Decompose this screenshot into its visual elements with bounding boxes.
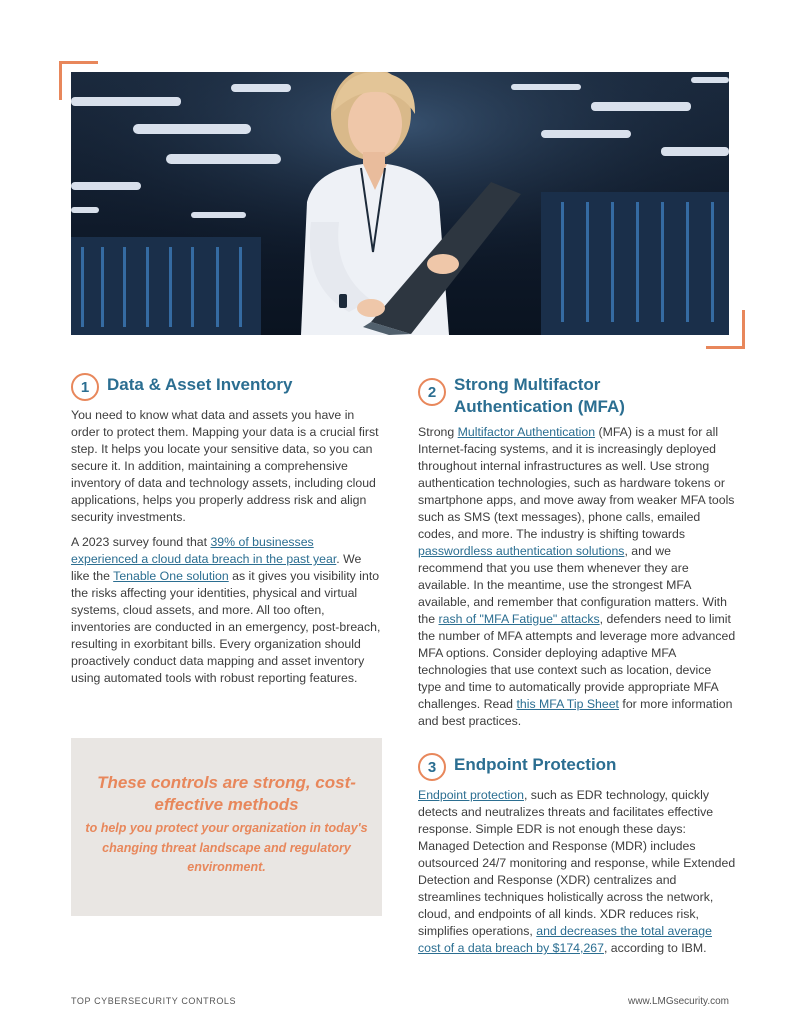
survey-link[interactable]: 39% of businesses experienced a cloud data breach in the past year bbox=[71, 535, 337, 566]
mfa-link[interactable]: Multifactor Authentication bbox=[457, 425, 596, 439]
section-title: Strong Multifactor Authentication (MFA) bbox=[454, 375, 625, 416]
footer-title: TOP CYBERSECURITY CONTROLS bbox=[71, 996, 237, 1006]
section-paragraph: You need to know what data and assets you have in order to protect them. Mapping your data is a crucial first step. It helps you locate your sensitive data, so you can secure it. In addition, maintaining a comprehensive inventory of data and technology assets, including cloud applications, helps you properly address risk and align security investments. bbox=[71, 408, 379, 524]
section-endpoint-protection bbox=[418, 752, 736, 957]
callout-headline: These controls are strong, cost-effective methods bbox=[97, 773, 356, 814]
section-heading bbox=[71, 372, 383, 401]
section-paragraph bbox=[418, 787, 736, 957]
section-paragraph bbox=[418, 424, 736, 730]
hero-photo-illustration bbox=[71, 72, 729, 335]
mfa-fatigue-link[interactable]: rash of "MFA Fatigue" attacks bbox=[438, 612, 600, 626]
text-run: for more information and best practices. bbox=[418, 697, 733, 728]
section-number-badge: 2 bbox=[418, 378, 446, 406]
endpoint-protection-link[interactable]: Endpoint protection bbox=[418, 788, 524, 802]
section-data-asset-inventory bbox=[71, 372, 383, 687]
text-run: A 2023 survey found that bbox=[71, 535, 211, 549]
tenable-one-link[interactable]: Tenable One solution bbox=[113, 569, 229, 583]
hero-photo bbox=[71, 72, 729, 335]
text-run: , and we recommend that you use them whenever they are available. In the meantime, use the strongest MFA available, and remember that configuration matters. With the bbox=[418, 544, 727, 626]
passwordless-link[interactable]: passwordless authentication solutions bbox=[418, 544, 625, 558]
text-run: , defenders need to limit the number of MFA attempts and leverage more advanced MFA options. Consider deploying adaptive MFA technologies that use context such as location, device type and time to automatically provide appropriate MFA challenges. Read bbox=[418, 612, 736, 711]
text-run: as it gives you visibility into the risks affecting your identities, physical and virtual systems, cloud assets, and more. All too often, inventories are conducted in an emergency, post-breach, resulting in exorbitant bills. Every organization should proactively conduct data mapping and asset inventory using automated tools with robust reporting features. bbox=[71, 569, 381, 685]
footer-website-link[interactable]: www.LMGsecurity.com bbox=[628, 996, 729, 1007]
section-number-badge: 1 bbox=[71, 373, 99, 401]
section-mfa bbox=[418, 372, 736, 730]
section-number-badge: 3 bbox=[418, 753, 446, 781]
right-column bbox=[418, 372, 736, 957]
section-heading bbox=[418, 752, 736, 781]
breach-cost-link[interactable]: and decreases the total average cost of a data breach by $174,267 bbox=[418, 924, 712, 955]
text-run: , such as EDR technology, quickly detects and neutralizes threats and facilitates effective response. Simple EDR is not enough these days: Managed Detection and Response (MDR) includes outsourced 24/7 monitoring and response, while Extended Detection and Response (XDR) centralizes and streamlines techniques holistically across the network, cloud, and endpoints of all kinds. XDR reduces risk, simplifies operations, bbox=[418, 788, 736, 938]
callout-subtext: to help you protect your organization in today's changing threat landscape and regulatory environment. bbox=[85, 821, 368, 874]
mfa-tip-sheet-link[interactable]: this MFA Tip Sheet bbox=[516, 697, 619, 711]
callout-box bbox=[71, 738, 382, 916]
section-title: Data & Asset Inventory bbox=[107, 375, 293, 394]
section-paragraph bbox=[71, 534, 383, 687]
text-run: Strong bbox=[418, 425, 458, 439]
text-run: . We like the bbox=[71, 552, 362, 583]
text-run: (MFA) is a must for all Internet-facing systems, and it is increasingly deployed throughout internal infrastructures as well. Use strong authentication technologies, such as hardware tokens or smartphone apps, and move away from weaker MFA tools such as SMS (text messages), phone calls, emailed codes, and more. The industry is shifting towards bbox=[418, 425, 735, 541]
text-run: , according to IBM. bbox=[603, 941, 707, 955]
section-heading bbox=[418, 372, 736, 418]
section-title: Endpoint Protection bbox=[454, 755, 617, 774]
